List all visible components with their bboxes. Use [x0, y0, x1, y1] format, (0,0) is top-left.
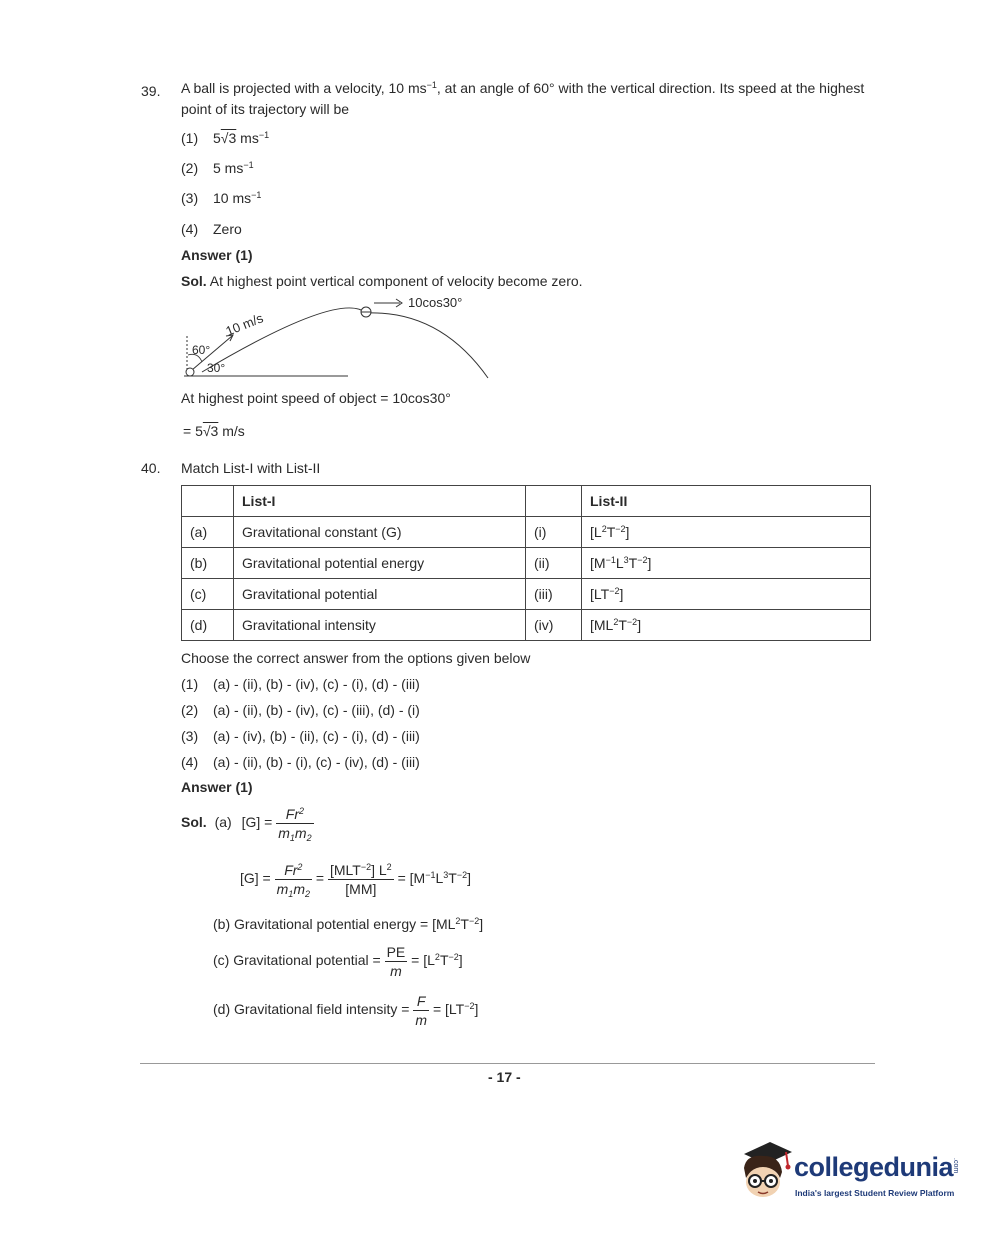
list2-item: $[ML^2T^{-2}]$ — [582, 610, 871, 641]
list2-label: (i) — [526, 517, 582, 548]
option-number: (4) — [181, 754, 199, 770]
g-label: [G] = — [240, 870, 271, 887]
table-row — [182, 517, 871, 548]
q40-option-1 — [181, 676, 420, 692]
option-value: 5 ms — [213, 160, 244, 176]
question-40-text: Match List-I with List-II — [181, 460, 321, 476]
option-text: (a) - (ii), (b) - (i), (c) - (iv), (d) - (iii) — [213, 754, 420, 770]
option-number: (3) — [181, 190, 199, 206]
option-unit: ms — [236, 130, 259, 146]
option-text: (a) - (ii), (b) - (iv), (c) - (iii), (d) - (i) — [213, 702, 420, 718]
q39-text-a: A ball is projected with a velocity, 10 ms — [181, 80, 427, 96]
option-text: (a) - (iv), (b) - (ii), (c) - (i), (d) - (iii) — [213, 728, 420, 744]
logo-wordmark: collegedunia — [794, 1152, 954, 1182]
table-cell — [526, 486, 582, 517]
list2-header: List-II — [582, 486, 871, 517]
list1-item: Gravitational constant (G) — [234, 517, 526, 548]
q40-option-2 — [181, 702, 420, 718]
list1-header: List-I — [234, 486, 526, 517]
q40-choose-text: Choose the correct answer from the options given below — [181, 650, 531, 666]
fraction-f-m: $\frac{F}{m}$ — [415, 993, 428, 1028]
question-39-text-line1 — [181, 80, 864, 96]
fraction-fr2-m1m2: $\frac{Fr^2}{m_1m_2}$ — [276, 862, 310, 899]
list2-item: $[M^{-1}L^3T^{-2}]$ — [582, 548, 871, 579]
q39-answer: Answer (1) — [181, 247, 253, 263]
option-value: 10 ms — [213, 190, 252, 206]
row-label: (c) — [182, 579, 234, 610]
q40-sol-c: (c) Gravitational potential = $\frac{PE}{m}$ = $[L^2T^{-2}]$ — [213, 944, 463, 979]
velocity-label: 10 m/s — [223, 310, 266, 339]
table-cell — [182, 486, 234, 517]
page-number: - 17 - — [488, 1069, 521, 1085]
option-value: 5 — [213, 130, 221, 146]
fraction-pe-m: $\frac{PE}{m}$ — [386, 944, 406, 979]
q39-option-2 — [181, 160, 254, 176]
q40-sol-a — [181, 806, 314, 841]
q40-option-4 — [181, 754, 420, 770]
q40-sol-d: (d) Gravitational field intensity = $\frac{F}{m}$ = $[LT^{-2}]$ — [213, 993, 479, 1028]
list1-item: Gravitational intensity — [234, 610, 526, 641]
g-label: [G] = — [241, 814, 273, 831]
row-label: (a) — [182, 517, 234, 548]
q39-text-sup: −1 — [426, 80, 437, 90]
top-velocity-label: 10cos30° — [408, 295, 463, 310]
sol-text: At highest point vertical component of velocity become zero. — [209, 273, 583, 289]
logo-tagline: India's largest Student Review Platform — [795, 1188, 955, 1198]
table-header-row — [182, 486, 871, 517]
result-pre: = 5 — [183, 423, 203, 439]
q39-result — [183, 423, 245, 439]
q39-speed-line: At highest point speed of object = 10cos30° — [181, 390, 451, 406]
option-number: (3) — [181, 728, 199, 744]
dim-result: = [M — [397, 870, 426, 887]
sol-part-a: (a) — [214, 814, 232, 831]
list2-label: (iv) — [526, 610, 582, 641]
q39-option-3 — [181, 190, 261, 206]
option-sup: −1 — [258, 130, 270, 140]
question-number-40: 40. — [141, 460, 161, 476]
collegedunia-logo — [736, 1138, 961, 1210]
mascot-icon — [736, 1138, 794, 1202]
table-row — [182, 548, 871, 579]
question-number-39: 39. — [141, 83, 161, 99]
table-row — [182, 610, 871, 641]
option-value: Zero — [213, 221, 242, 237]
result-root: √3 — [202, 423, 219, 439]
q39-solution — [181, 273, 583, 289]
list2-item: $[LT^{-2}]$ — [582, 579, 871, 610]
question-39-text-line2: point of its trajectory will be — [181, 101, 350, 117]
fraction-dimensions: $\frac{[MLT^{-2}] L^2}{[MM]}$ — [329, 862, 392, 897]
list2-label: (ii) — [526, 548, 582, 579]
list1-item: Gravitational potential — [234, 579, 526, 610]
option-number: (1) — [181, 130, 199, 146]
logo-com: .com — [952, 1158, 959, 1174]
option-text: (a) - (ii), (b) - (iv), (c) - (i), (d) - (iii) — [213, 676, 420, 692]
match-table — [181, 485, 871, 641]
angle-30-label: 30° — [207, 361, 226, 375]
q39-option-1 — [181, 130, 269, 146]
sol-label: Sol. — [181, 814, 207, 831]
angle-60-label: 60° — [192, 343, 211, 357]
row-label: (b) — [182, 548, 234, 579]
footer-divider — [140, 1063, 875, 1064]
q39-text-b: , at an angle of 60° with the vertical direction. Its speed at the highest — [436, 80, 865, 96]
option-number: (2) — [181, 160, 199, 176]
q39-option-4 — [181, 221, 242, 237]
list1-item: Gravitational potential energy — [234, 548, 526, 579]
option-root: √3 — [220, 130, 237, 146]
list2-label: (iii) — [526, 579, 582, 610]
q40-dimension-derivation: [G] = $\frac{Fr^2}{m_1m_2}$ = $\frac{[MLT^{-2}] L^2}{[MM]}$ = $[M^{-1}L^3T^{-2}]$ — [240, 862, 471, 899]
ball-start — [186, 368, 194, 376]
option-number: (2) — [181, 702, 199, 718]
list2-item: $[L^2T^{-2}]$ — [582, 517, 871, 548]
q40-sol-b: (b) Gravitational potential energy = $[ML^2T^{-2}]$ — [213, 916, 484, 932]
projectile-diagram — [180, 290, 500, 382]
option-sup: −1 — [251, 190, 262, 200]
row-label: (d) — [182, 610, 234, 641]
q40-option-3 — [181, 728, 420, 744]
fraction-fr2-m1m2: $\frac{Fr^2}{m_1m_2}$ — [278, 806, 312, 843]
table-row — [182, 579, 871, 610]
q40-answer: Answer (1) — [181, 779, 253, 795]
result-unit: m/s — [218, 423, 245, 439]
sol-label: Sol. — [181, 273, 207, 289]
option-number: (1) — [181, 676, 199, 692]
option-number: (4) — [181, 221, 199, 237]
option-sup: −1 — [243, 160, 254, 170]
